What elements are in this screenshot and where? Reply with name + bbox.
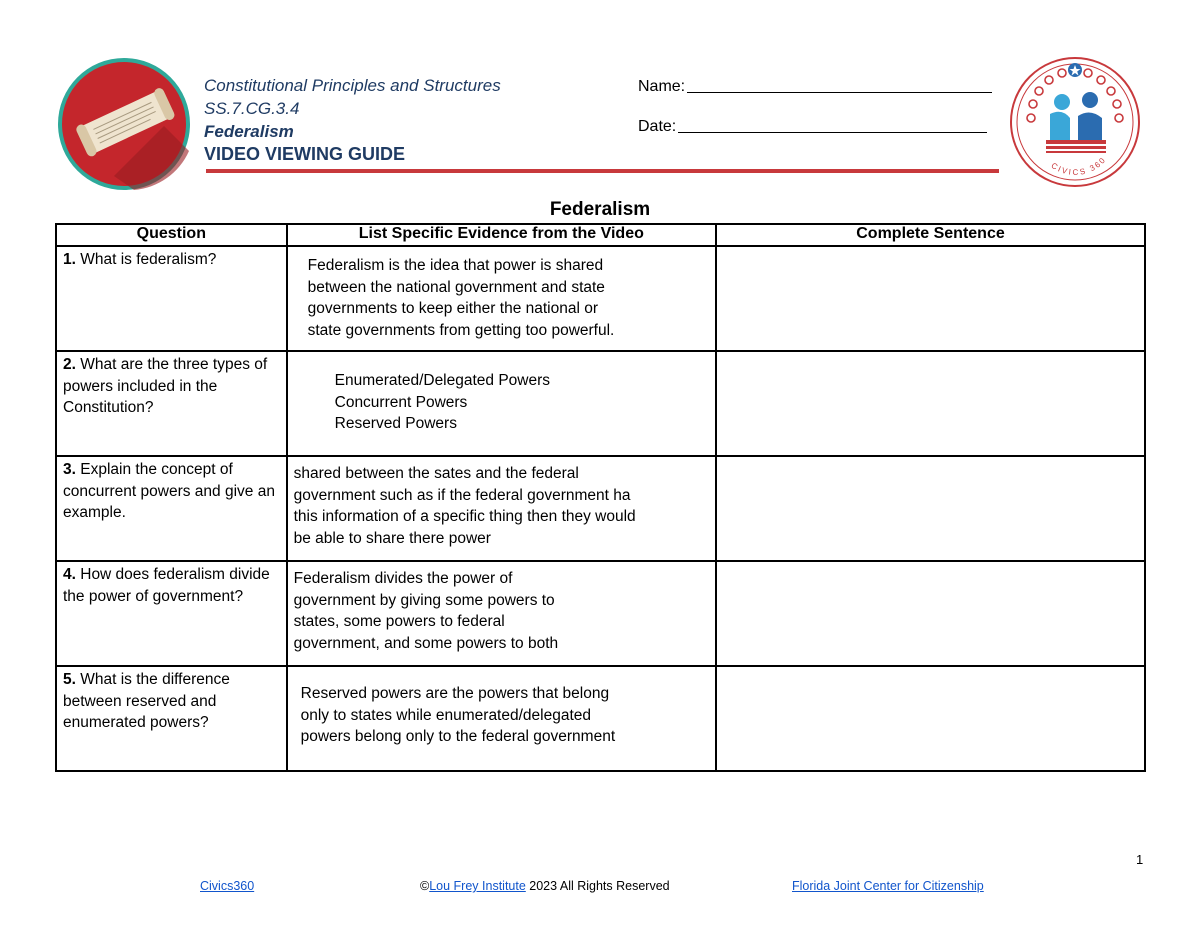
question-number: 3.	[63, 461, 76, 478]
question-cell	[56, 246, 287, 351]
copyright-symbol: ©	[420, 879, 430, 893]
question-cell	[56, 456, 287, 561]
header-divider	[206, 169, 999, 173]
logo-text: CIVICS 360	[1049, 154, 1109, 178]
name-field[interactable]	[638, 77, 992, 96]
sentence-cell[interactable]	[716, 666, 1145, 771]
page-number: 1	[1136, 852, 1144, 867]
question-cell	[56, 561, 287, 666]
evidence-cell[interactable]	[287, 351, 716, 456]
sentence-cell[interactable]	[716, 456, 1145, 561]
question-text: What is federalism?	[75, 251, 217, 268]
table-row	[56, 666, 1145, 771]
course-title: Constitutional Principles and Structures	[204, 76, 501, 95]
civics360-link[interactable]: Civics360	[200, 879, 255, 893]
footer-middle	[420, 879, 670, 893]
evidence-text: Reserved powers are the powers that belong only to states while enumerated/delegated powers belong only to the federal government	[300, 685, 616, 745]
constitution-scroll-logo	[54, 56, 194, 192]
sentence-cell[interactable]	[716, 246, 1145, 351]
question-text: How does federalism divide the power of government?	[63, 566, 270, 605]
civics360-logo	[1006, 56, 1144, 188]
header-evidence: List Specific Evidence from the Video	[287, 224, 716, 246]
evidence-cell[interactable]	[287, 456, 716, 561]
question-number: 2.	[63, 356, 76, 373]
topic-title: Federalism	[204, 122, 294, 141]
question-text: What are the three types of powers included in the Constitution?	[63, 356, 268, 416]
name-label: Name:	[638, 78, 686, 95]
question-text: Explain the concept of concurrent powers and give an example.	[63, 461, 275, 521]
question-number: 5.	[63, 671, 76, 688]
sentence-cell[interactable]	[716, 351, 1145, 456]
evidence-text: Enumerated/Delegated Powers Concurrent Powers Reserved Powers	[334, 372, 551, 432]
standard-code: SS.7.CG.3.4	[204, 99, 300, 118]
question-cell	[56, 351, 287, 456]
sentence-cell[interactable]	[716, 561, 1145, 666]
date-line[interactable]	[678, 117, 987, 133]
evidence-text: Federalism is the idea that power is shared between the national government and state governments to keep either the national or state governments from getting too powerful.	[307, 257, 615, 339]
header-sentence: Complete Sentence	[716, 224, 1145, 246]
name-line[interactable]	[687, 77, 992, 93]
florida-joint-center-link[interactable]: Florida Joint Center for Citizenship	[792, 879, 984, 893]
date-field[interactable]	[638, 117, 987, 136]
table-row	[56, 561, 1145, 666]
evidence-cell[interactable]	[287, 246, 716, 351]
guide-title: VIDEO VIEWING GUIDE	[204, 144, 406, 164]
table-row	[56, 351, 1145, 456]
evidence-text: Federalism divides the power of government by giving some powers to states, some powers to federal government, and some powers to both	[293, 570, 559, 652]
question-text: What is the difference between reserved and enumerated powers?	[63, 671, 230, 731]
question-number: 1.	[63, 251, 76, 268]
date-label: Date:	[638, 118, 677, 135]
evidence-cell[interactable]	[287, 666, 716, 771]
header-question: Question	[56, 224, 287, 246]
question-cell	[56, 666, 287, 771]
table-title: Federalism	[549, 199, 651, 220]
evidence-cell[interactable]	[287, 561, 716, 666]
table-row	[56, 246, 1145, 351]
footer-right	[792, 879, 984, 893]
copyright-text: 2023 All Rights Reserved	[525, 879, 670, 893]
footer-left	[200, 879, 254, 893]
table-row	[56, 456, 1145, 561]
evidence-text: shared between the sates and the federal government such as if the federal government ha this information of a specific thing then they would be able to share there power	[293, 465, 636, 547]
header-titles	[204, 74, 604, 166]
viewing-guide-table	[55, 223, 1146, 772]
lou-frey-institute-link[interactable]: Lou Frey Institute	[429, 879, 526, 893]
question-number: 4.	[63, 566, 76, 583]
table-header-row	[56, 224, 1145, 246]
